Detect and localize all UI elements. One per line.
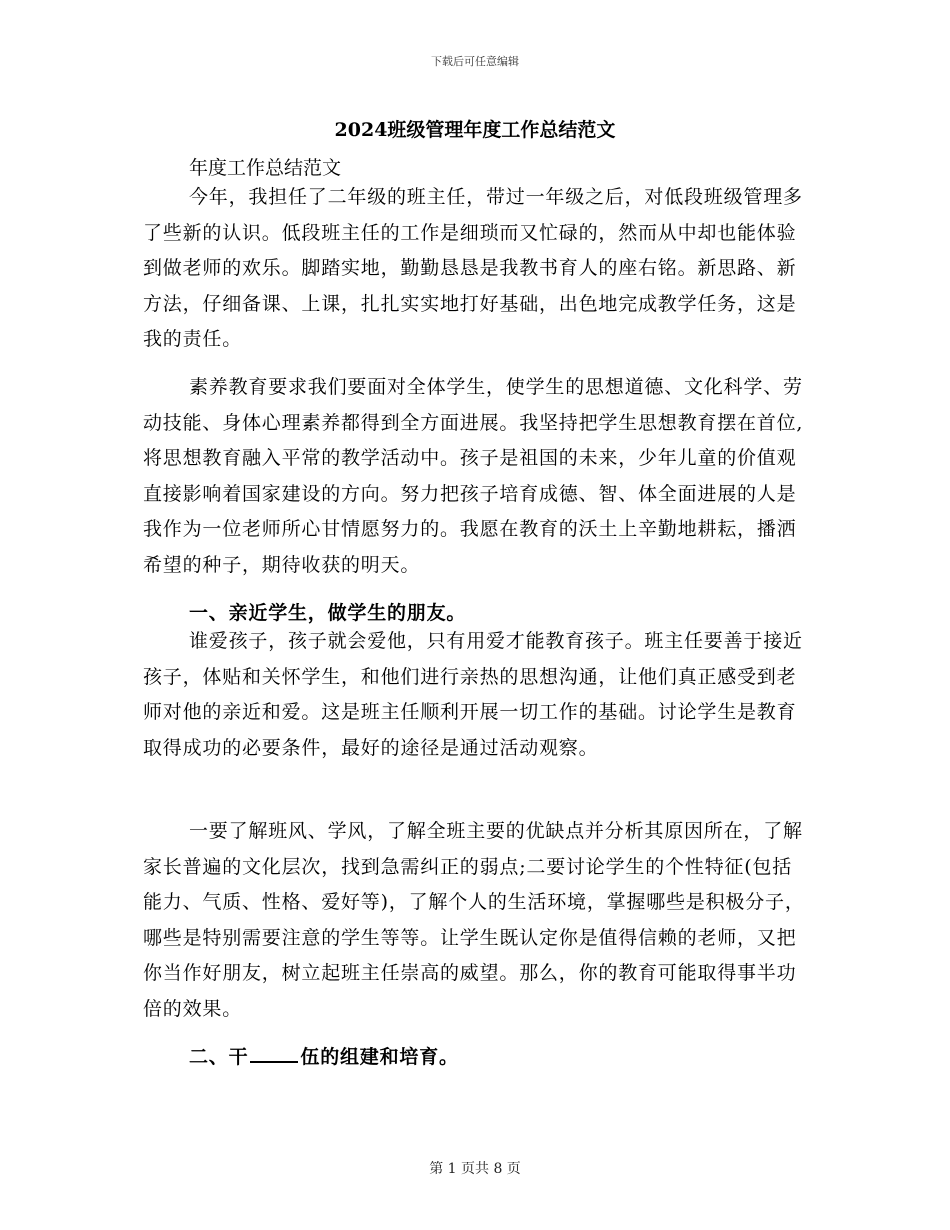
section-heading-2-suffix: 伍的组建和培育。 (300, 1046, 459, 1068)
section-heading-2-prefix: 二、干 (189, 1046, 249, 1068)
section-heading-1: 一、亲近学生，做学生的朋友。 (189, 602, 467, 624)
blank-underline (250, 1043, 298, 1063)
paragraph-intro: 今年，我担任了二年级的班主任，带过一年级之后，对低段班级管理多了些新的认识。低段班主任的工作是细琐而又忙碌的，然而从中却也能体验到做老师的欢乐。脚踏实地，勤勤恳恳是我教书育人的座右铭。新思路、新方法，仔细备课、上课，扎扎实实地打好基础，出色地完成教学任务，这是我的责任。 (143, 186, 803, 350)
document-title: 2024班级管理年度工作总结范文 (334, 119, 616, 141)
paragraph-love-children: 谁爱孩子，孩子就会爱他，只有用爱才能教育孩子。班主任要善于接近孩子，体贴和关怀学生，和他们进行亲热的思想沟通，让他们真正感受到老师对他的亲近和爱。这是班主任顺利开展一切工作的基础。讨论学生是教育取得成功的必要条件，最好的途径是通过活动观察。 (143, 630, 803, 759)
header-note: 下载后可任意编辑 (431, 55, 519, 68)
section-heading-2 (189, 1042, 459, 1069)
page-footer: 第 1 页共 8 页 (429, 1161, 521, 1177)
document-subtitle: 年度工作总结范文 (189, 157, 342, 179)
paragraph-understand-class: 一要了解班风、学风，了解全班主要的优缺点并分析其原因所在，了解家长普遍的文化层次，找到急需纠正的弱点;二要讨论学生的个性特征(包括能力、气质、性格、爱好等)，了解个人的生活环境，掌握哪些是积极分子，哪些是特别需要注意的学生等等。让学生既认定你是值得信赖的老师，又把你当作好朋友，树立起班主任崇高的威望。那么，你的教育可能取得事半功倍的效果。 (143, 820, 805, 1020)
paragraph-quality-education: 素养教育要求我们要面对全体学生，使学生的思想道德、文化科学、劳动技能、身体心理素养都得到全方面进展。我坚持把学生思想教育摆在首位,将思想教育融入平常的教学活动中。孩子是祖国的未来，少年儿童的价值观直接影响着国家建设的方向。努力把孩子培育成德、智、体全面进展的人是我作为一位老师所心甘情愿努力的。我愿在教育的沃土上辛勤地耕耘，播洒希望的种子，期待收获的明天。 (143, 376, 804, 576)
